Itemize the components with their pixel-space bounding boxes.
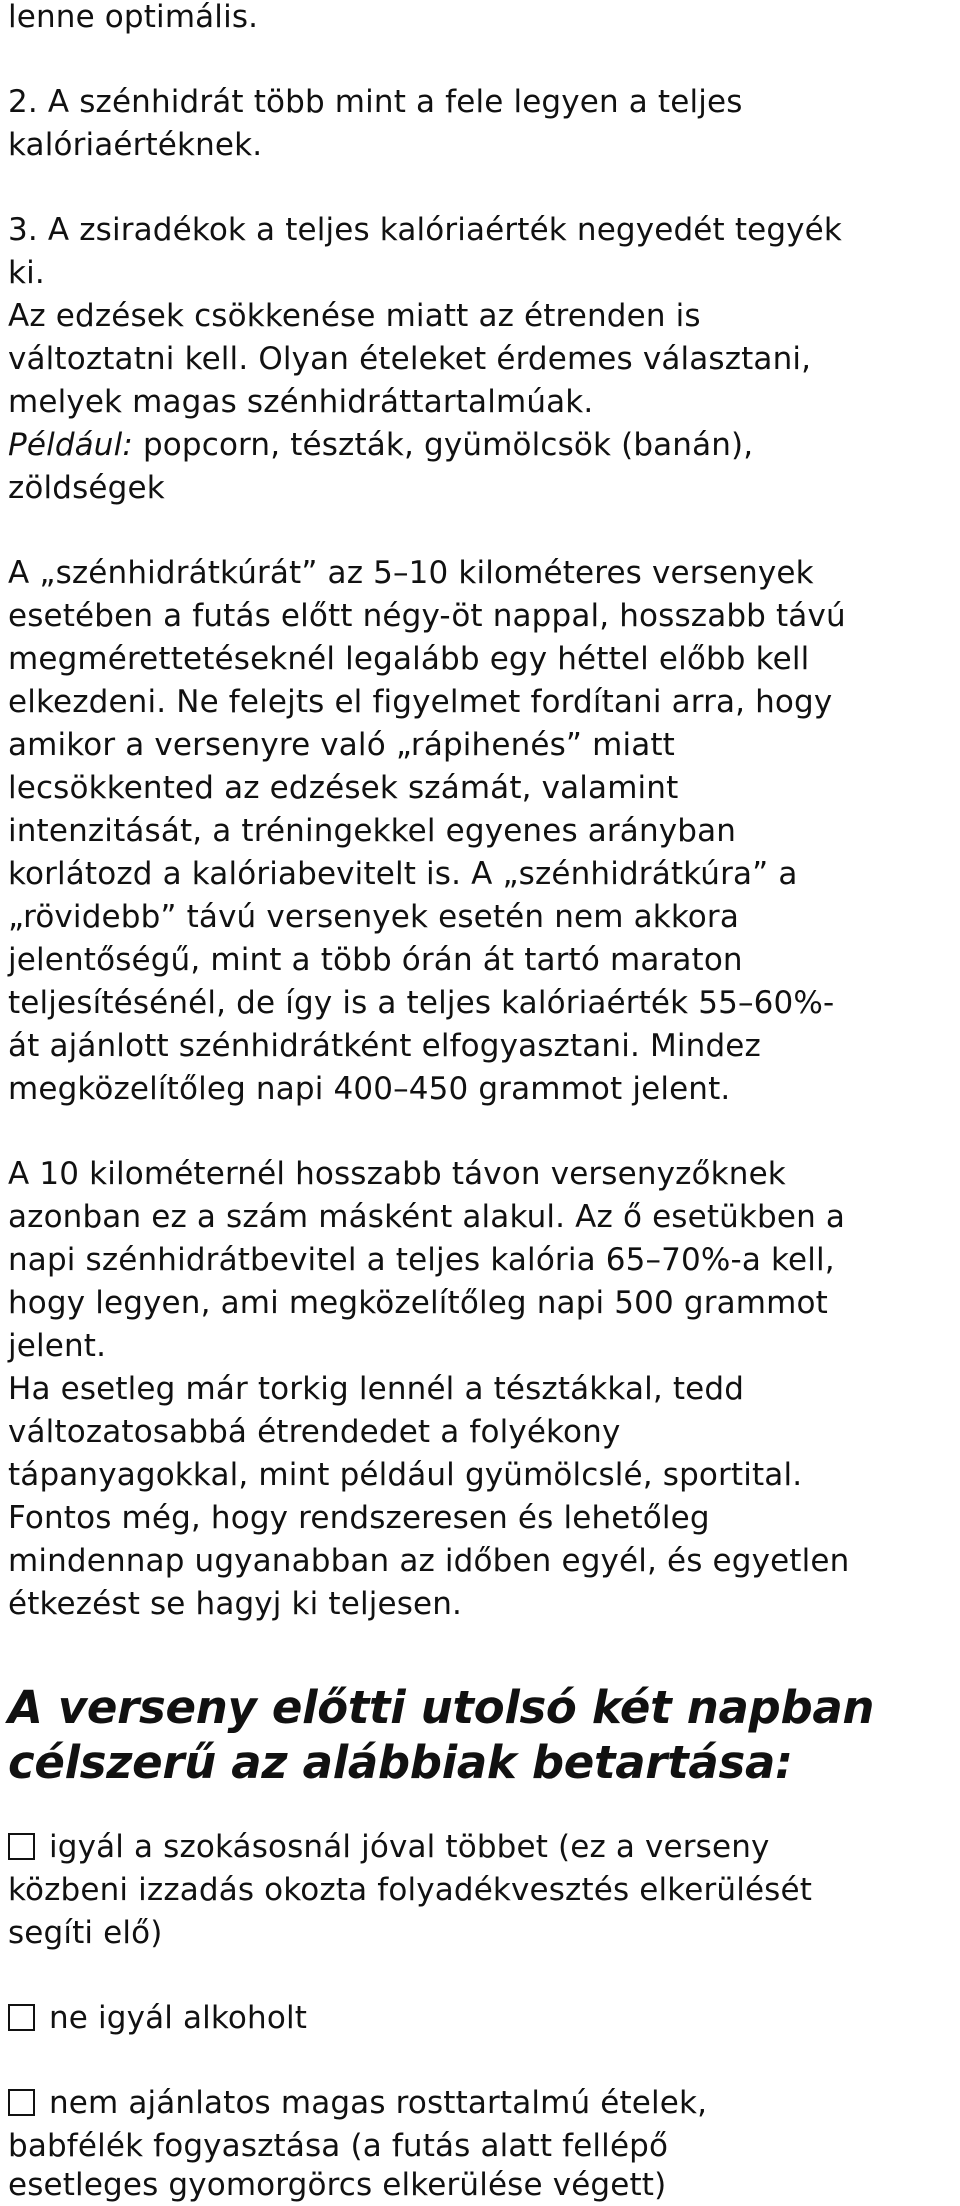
text-line: „rövidebb” távú versenyek esetén nem akkora — [8, 899, 739, 935]
text-line: megmérettetéseknél legalább egy héttel előbb kell — [8, 641, 810, 677]
text-line: melyek magas szénhidráttartalmúak. — [8, 384, 594, 420]
section-heading: A verseny előtti utolsó két napban — [8, 1681, 875, 1734]
text-line: jelent. — [8, 1328, 107, 1364]
text-line: teljesítésénél, de így is a teljes kalóriaérték 55–60%- — [8, 985, 835, 1021]
text-line: A 10 kilométernél hosszabb távon versenyzőknek — [8, 1156, 786, 1192]
text-line: korlátozd a kalóriabevitelt is. A „szénhidrátkúra” a — [8, 856, 798, 892]
text-line: intenzitását, a tréningekkel egyenes arányban — [8, 813, 737, 849]
text-line: segíti elő) — [8, 1915, 163, 1951]
text-line: kalóriaértéknek. — [8, 127, 263, 163]
text-line: napi szénhidrátbevitel a teljes kalória 65–70%-a kell, — [8, 1242, 835, 1278]
text-line: Fontos még, hogy rendszeresen és lehetőleg — [8, 1500, 710, 1536]
text-line: elkezdeni. Ne felejts el figyelmet fordítani arra, hogy — [8, 684, 833, 720]
text-line: át ajánlott szénhidrátként elfogyasztani. Mindez — [8, 1028, 761, 1064]
example-line — [8, 424, 753, 466]
bullet-text: nem ajánlatos magas rosttartalmú ételek, — [49, 2085, 708, 2121]
text-line: hogy legyen, ami megközelítőleg napi 500 grammot — [8, 1285, 828, 1321]
text-line: megközelítőleg napi 400–450 grammot jelent. — [8, 1071, 731, 1107]
text-line: A „szénhidrátkúrát” az 5–10 kilométeres versenyek — [8, 555, 814, 591]
text-line: Ha esetleg már torkig lennél a tésztákkal, tedd — [8, 1371, 745, 1407]
bullet-item — [8, 1997, 307, 2039]
example-label: Például: — [8, 427, 133, 463]
text-line: ki. — [8, 255, 45, 291]
text-line: zöldségek — [8, 470, 165, 506]
text-line: étkezést se hagyj ki teljesen. — [8, 1586, 463, 1622]
text-line: Az edzések csökkenése miatt az étrenden is — [8, 298, 701, 334]
text-line: mindennap ugyanabban az időben egyél, és egyetlen — [8, 1543, 850, 1579]
text-line: esetleges gyomorgörcs elkerülése végett) — [8, 2167, 667, 2203]
text-line: babfélék fogyasztása (a futás alatt fellépő — [8, 2128, 669, 2164]
bullet-text: igyál a szokásosnál jóval többet (ez a verseny — [49, 1829, 770, 1865]
text-line: változatosabbá étrendedet a folyékony — [8, 1414, 621, 1450]
text-line: amikor a versenyre való „rápihenés” miatt — [8, 727, 675, 763]
text-line: 3. A zsiradékok a teljes kalóriaérték negyedét tegyék — [8, 212, 843, 248]
checkbox-square-icon — [8, 1833, 35, 1860]
section-heading: célszerű az alábbiak betartása: — [8, 1736, 793, 1789]
text-line: lenne optimális. — [8, 0, 259, 35]
checkbox-square-icon — [8, 2004, 35, 2031]
bullet-text: ne igyál alkoholt — [49, 2000, 308, 2036]
text-line: lecsökkented az edzések számát, valamint — [8, 770, 679, 806]
text-line: tápanyagokkal, mint például gyümölcslé, sportital. — [8, 1457, 803, 1493]
text-line: 2. A szénhidrát több mint a fele legyen a teljes — [8, 84, 743, 120]
checkbox-square-icon — [8, 2089, 35, 2116]
text-line: változtatni kell. Olyan ételeket érdemes választani, — [8, 341, 812, 377]
text-line: jelentőségű, mint a több órán át tartó maraton — [8, 942, 743, 978]
text-line: esetében a futás előtt négy-öt nappal, hosszabb távú — [8, 598, 846, 634]
example-text: popcorn, tészták, gyümölcsök (banán), — [132, 427, 754, 463]
bullet-item — [8, 1826, 770, 1868]
text-line: közbeni izzadás okozta folyadékvesztés elkerülését — [8, 1872, 813, 1908]
bullet-item — [8, 2082, 707, 2124]
text-line: azonban ez a szám másként alakul. Az ő esetükben a — [8, 1199, 846, 1235]
